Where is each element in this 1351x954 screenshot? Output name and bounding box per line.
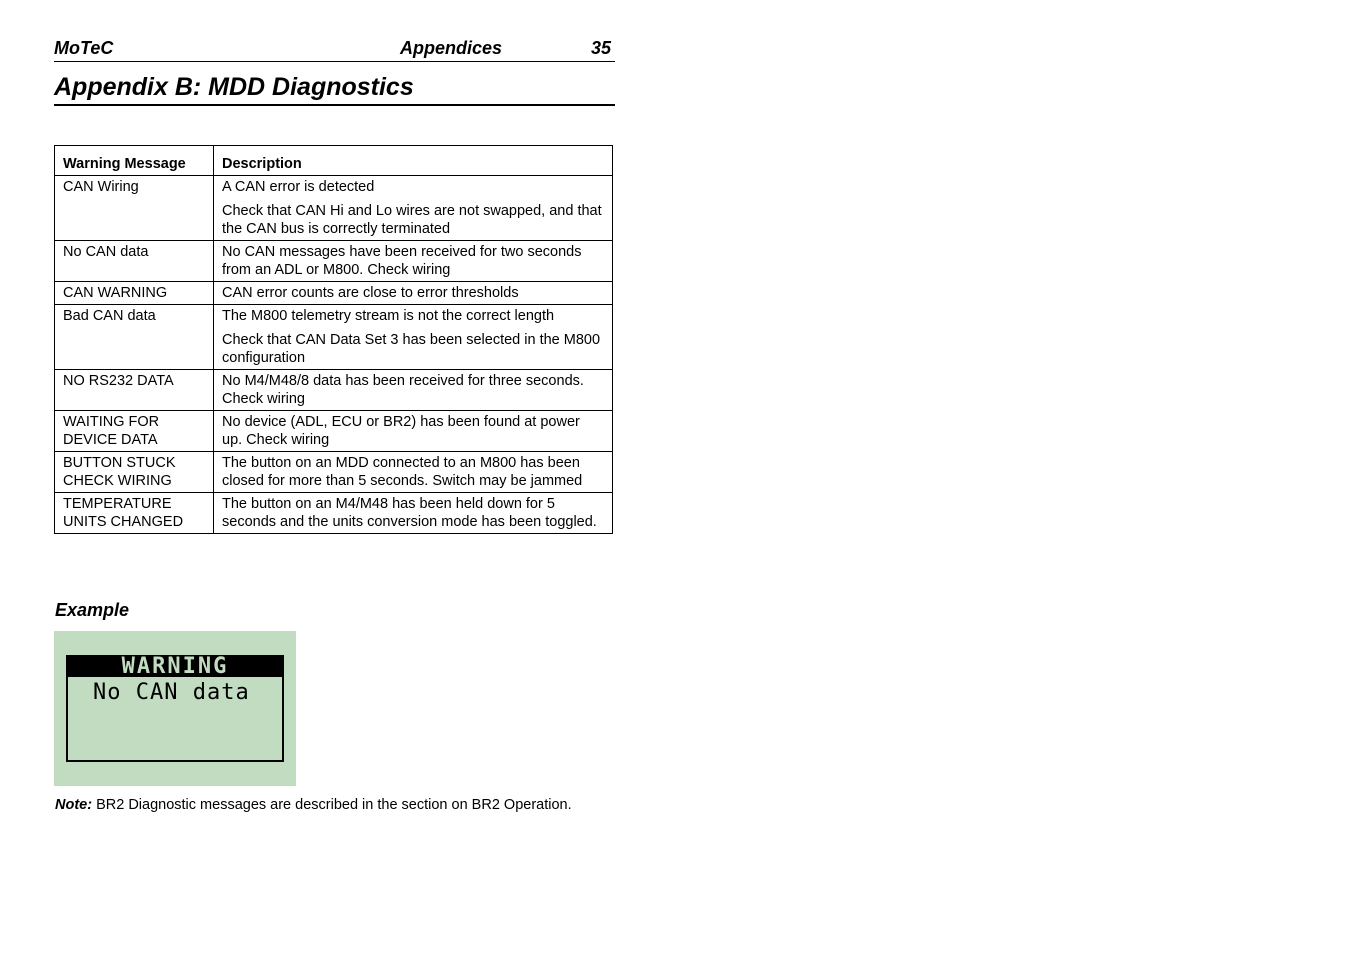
description-cell <box>214 452 613 493</box>
description-cell <box>214 370 613 411</box>
table-header-row <box>55 146 613 176</box>
page-title: Appendix B: MDD Diagnostics <box>54 70 615 106</box>
note-label: Note: <box>55 797 93 813</box>
note-paragraph <box>55 796 575 815</box>
running-header <box>54 36 615 62</box>
example-heading: Example <box>55 600 130 620</box>
description-text: No M4/M48/8 data has been received for three seconds. Check wiring <box>222 373 584 407</box>
description-text: The M800 telemetry stream is not the correct length <box>222 308 555 324</box>
warning-message-cell: CAN WARNING <box>55 282 214 305</box>
column-header-warning-message: Warning Message <box>55 146 214 176</box>
warning-message-cell: CAN Wiring <box>55 176 214 241</box>
warning-message-cell: BUTTON STUCK CHECK WIRING <box>55 452 214 493</box>
table-row <box>55 493 613 534</box>
table-row <box>55 452 613 493</box>
description-text: No CAN messages have been received for two seconds from an ADL or M800. Check wiring <box>222 244 582 278</box>
description-cell <box>214 493 613 534</box>
description-text: Check that CAN Data Set 3 has been selected in the M800 configuration <box>222 332 601 366</box>
note-text: BR2 Diagnostic messages are described in the section on BR2 Operation. <box>92 797 572 813</box>
lcd-screen <box>66 655 284 762</box>
description-cell <box>214 176 613 241</box>
table-row <box>55 411 613 452</box>
lcd-warning-banner: WARNING <box>68 657 282 677</box>
mdd-display-example <box>54 631 296 786</box>
warning-message-cell: WAITING FOR DEVICE DATA <box>55 411 214 452</box>
description-text: No device (ADL, ECU or BR2) has been found at power up. Check wiring <box>222 414 580 448</box>
description-cell <box>214 305 613 370</box>
table-row <box>55 305 613 370</box>
description-cell <box>214 241 613 282</box>
description-cell <box>214 282 613 305</box>
warning-message-cell: Bad CAN data <box>55 305 214 370</box>
diagnostics-table <box>54 145 613 534</box>
lcd-message-line: No CAN data <box>93 680 250 705</box>
description-text: Check that CAN Hi and Lo wires are not swapped, and that the CAN bus is correctly terminated <box>222 203 602 237</box>
header-section: Appendices <box>400 38 503 58</box>
warning-message-cell: NO RS232 DATA <box>55 370 214 411</box>
table-row <box>55 176 613 241</box>
column-header-description: Description <box>214 146 613 176</box>
warning-message-cell: TEMPERATURE UNITS CHANGED <box>55 493 214 534</box>
header-brand: MoTeC <box>54 38 114 58</box>
table-row <box>55 370 613 411</box>
warning-message-cell: No CAN data <box>55 241 214 282</box>
description-text: The button on an MDD connected to an M800 has been closed for more than 5 seconds. Switch may be jammed <box>222 455 583 489</box>
description-text: The button on an M4/M48 has been held down for 5 seconds and the units conversion mode has been toggled. <box>222 496 597 530</box>
table-row <box>55 241 613 282</box>
description-text: CAN error counts are close to error thresholds <box>222 285 519 301</box>
description-cell <box>214 411 613 452</box>
description-text: A CAN error is detected <box>222 179 375 195</box>
table-row <box>55 282 613 305</box>
page-number: 35 <box>590 38 611 58</box>
